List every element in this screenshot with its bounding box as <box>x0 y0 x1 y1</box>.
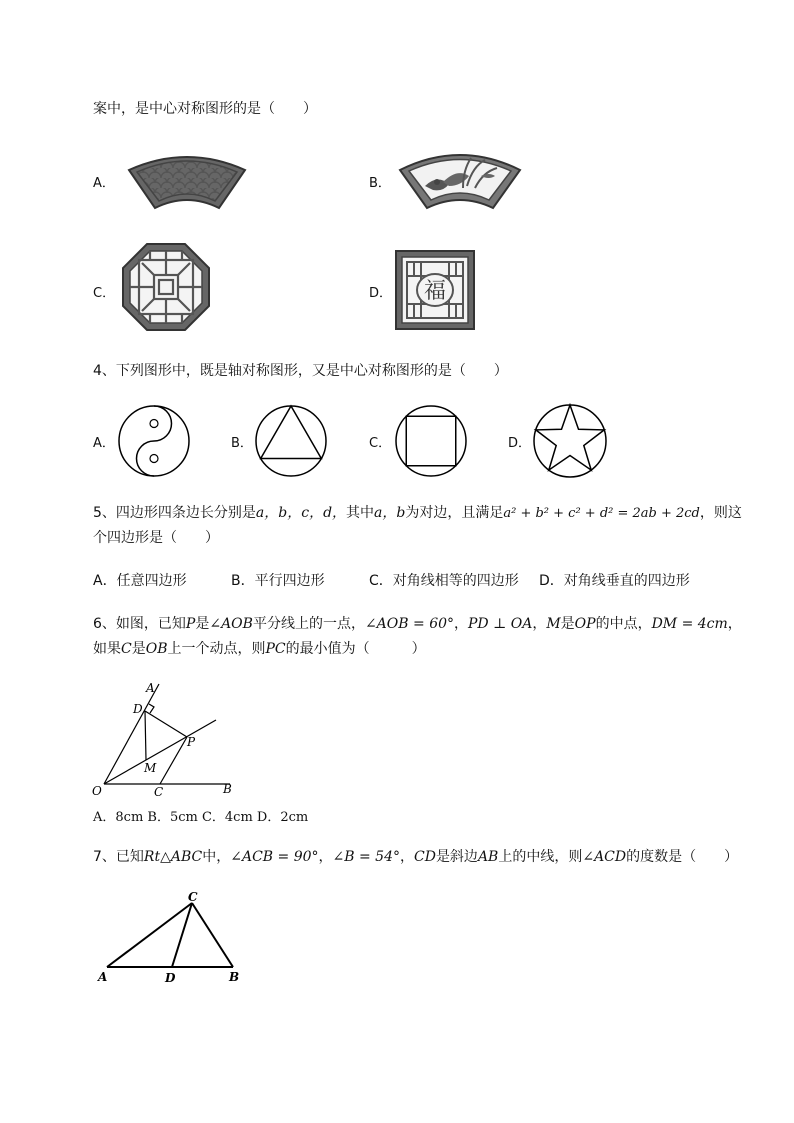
q3-option-b-fan-flower-carving-image <box>397 146 523 212</box>
side-ac <box>107 903 192 967</box>
q3-option-d-square-fu-lattice-image <box>395 250 475 330</box>
q5-option-b: B．平行四边形 <box>231 573 325 589</box>
fu-character: 福 <box>423 279 447 304</box>
q3-option-b-label: B． <box>369 176 391 191</box>
q6-geometry-figure <box>88 676 248 800</box>
q4-stem: 4、下列图形中，既是轴对称图形，又是中心对称图形的是（ ） <box>93 363 508 379</box>
bisector-op <box>104 720 216 784</box>
q4-option-a-yin-yang-icon <box>117 404 191 478</box>
q7-stem: 7、已知Rt△ABC中，∠ACB = 90°，∠B = 54°，CD是斜边AB上的中线，则∠ACD的度数是（ ） <box>93 849 739 865</box>
q3-option-a-label: A． <box>93 176 115 191</box>
q6-options: A．8cm B．5cm C．4cm D．2cm <box>93 810 309 825</box>
q6-stem-line1: 6、如图，已知P是∠AOB平分线上的一点，∠AOB = 60°，PD ⊥ OA，M是OP的中点，DM = 4cm， <box>93 616 742 632</box>
q4-option-b-circle-triangle-icon <box>254 404 328 478</box>
label-c: C <box>154 785 164 799</box>
label-c: C <box>188 890 198 904</box>
q5-stem-line2: 个四边形是（ ） <box>93 530 219 546</box>
q5-vars-abcd: a，b，c，d， <box>255 505 347 521</box>
q4-option-c-circle-square-icon <box>394 404 468 478</box>
label-a: A <box>98 970 108 984</box>
q5-option-d: D．对角线垂直的四边形 <box>539 573 690 589</box>
q3-option-c-label: C． <box>93 286 116 301</box>
label-b: B <box>229 970 240 984</box>
label-m: M <box>144 761 157 775</box>
label-o: O <box>92 784 102 798</box>
q4-option-b-label: B． <box>231 436 253 451</box>
q4-option-a-label: A． <box>93 436 115 451</box>
q5-option-c: C．对角线相等的四边形 <box>369 573 519 589</box>
q5-equation: a² + b² + c² + d² = 2ab + 2cd <box>503 506 700 521</box>
right-angle-mark <box>149 704 154 713</box>
label-p: P <box>187 735 196 749</box>
label-a: A <box>146 681 155 695</box>
label-b: B <box>223 782 232 796</box>
label-d: D <box>165 971 176 985</box>
segment-pd <box>145 711 187 737</box>
q3-option-a-fan-lattice-image <box>125 148 249 214</box>
q3-option-d-label: D． <box>369 286 393 301</box>
q6-stem-line2: 如果C是OB上一个动点，则PC的最小值为（ ） <box>93 641 426 657</box>
q4-option-d-circle-star-icon <box>532 403 608 479</box>
label-d: D <box>133 702 143 716</box>
q3-option-c-octagon-lattice-image <box>121 242 211 332</box>
q4-option-d-label: D． <box>508 436 532 451</box>
q7-triangle-figure <box>95 889 255 989</box>
median-cd <box>172 903 192 967</box>
q4-option-c-label: C． <box>369 436 392 451</box>
q5-option-a: A．任意四边形 <box>93 573 187 589</box>
q5-stem-line1: 5、四边形四条边长分别是a，b，c，d，其中a，b为对边，且满足a² + b² + c² + d² = 2ab + 2cd，则这 <box>93 505 742 521</box>
q3-stem: 案中，是中心对称图形的是（ ） <box>93 101 317 117</box>
side-bc <box>192 903 233 967</box>
segment-dm <box>145 711 146 760</box>
